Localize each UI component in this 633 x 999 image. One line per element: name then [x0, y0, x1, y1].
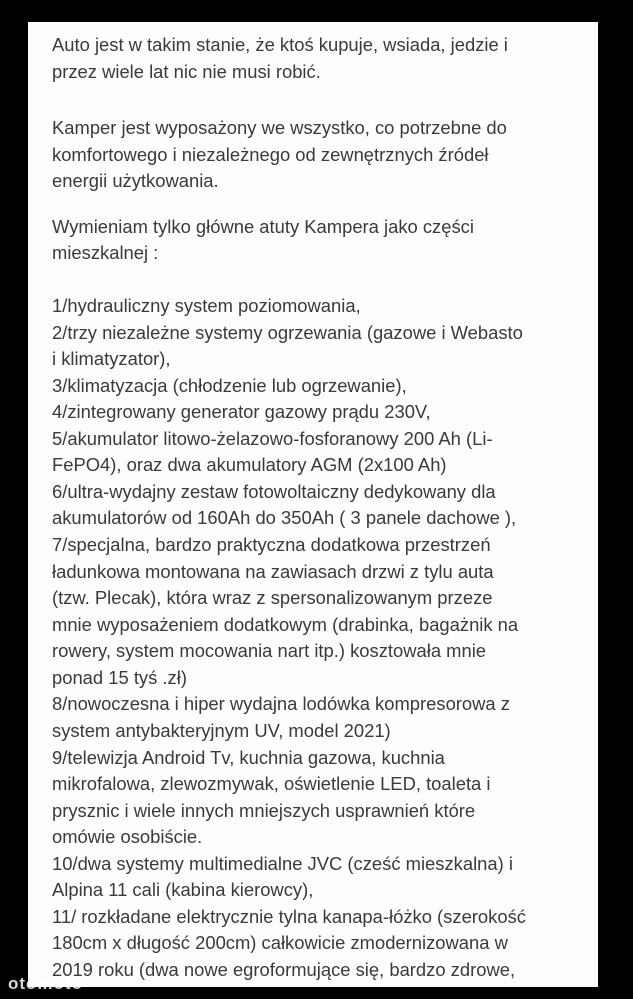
list-line: 8/nowoczesna i hiper wydajna lodówka kompresorowa z — [52, 693, 510, 715]
list-line: FePO4), oraz dwa akumulatory AGM (2x100 Ah) — [52, 454, 447, 476]
description-text — [52, 32, 526, 984]
paragraph-list-intro — [52, 214, 526, 267]
text-line: przez wiele lat nic nie musi robić. — [52, 60, 321, 82]
list-line: akumulatorów od 160Ah do 350Ah ( 3 panele dachowe ), — [52, 507, 517, 529]
text-line: Kamper jest wyposażony we wszystko, co potrzebne do — [52, 117, 507, 139]
list-line: ponad 15 tyś .zł) — [52, 666, 187, 688]
list-line: (tzw. Plecak), która wraz z spersonalizowanym przeze — [52, 587, 493, 609]
text-line: Auto jest w takim stanie, że ktoś kupuje, wsiada, jedzie i — [52, 34, 508, 55]
feature-list — [52, 293, 526, 984]
list-line: mikrofalowa, zlewozmywak, oświetlenie LED, toaleta i — [52, 773, 491, 795]
list-line: 180cm x długość 200cm) całkowicie zmodernizowana w — [52, 932, 508, 954]
list-line: ładunkowa montowana na zawiasach drzwi z tylu auta — [52, 560, 494, 582]
paragraph-equipment — [52, 115, 526, 195]
list-line: 2/trzy niezależne systemy ogrzewania (gazowe i Webasto — [52, 321, 523, 343]
list-line: omówie osobiście. — [52, 826, 203, 848]
list-line: 4/zintegrowany generator gazowy prądu 230V, — [52, 401, 431, 423]
text-line: komfortowego i niezależnego od zewnętrznych źródeł — [52, 143, 489, 165]
list-line: 11/ rozkładane elektrycznie tylna kanapa-łóżko (szerokość — [52, 905, 526, 927]
list-line: 5/akumulator litowo-żelazowo-fosforanowy 200 Ah (Li- — [52, 427, 493, 449]
list-line: 1/hydrauliczny system poziomowania, — [52, 294, 361, 316]
text-line: energii użytkowania. — [52, 170, 219, 192]
list-line: mnie wyposażeniem dodatkowym (drabinka, bagażnik na — [52, 613, 519, 635]
list-line: 2019 roku (dwa nowe egroformujące się, bardzo zdrowe, — [52, 959, 516, 980]
screenshot-panel — [28, 22, 598, 987]
list-line: 9/telewizja Android Tv, kuchnia gazowa, kuchnia — [52, 746, 445, 768]
list-line: 6/ultra-wydajny zestaw fotowoltaiczny dedykowany dla — [52, 480, 496, 502]
list-line: 7/specjalna, bardzo praktyczna dodatkowa przestrzeń — [52, 534, 491, 555]
list-line: 10/dwa systemy multimedialne JVC (cześć mieszkalna) i — [52, 852, 513, 874]
text-line: mieszkalnej : — [52, 242, 159, 264]
list-line: prysznic i wiele innych mniejszych usprawnień które — [52, 799, 476, 821]
list-line: Alpina 11 cali (kabina kierowcy), — [52, 879, 314, 901]
list-line: i klimatyzator), — [52, 348, 171, 370]
text-line: Wymieniam tylko główne atuty Kampera jako części — [52, 215, 474, 237]
otomoto-watermark: otomoto — [8, 974, 83, 993]
list-line: rowery, system mocowania nart itp.) kosztowała mnie — [52, 640, 487, 662]
list-line: system antybakteryjnym UV, model 2021) — [52, 719, 391, 741]
paragraph-intro — [52, 32, 526, 85]
list-line: 3/klimatyzacja (chłodzenie lub ogrzewanie), — [52, 374, 407, 396]
